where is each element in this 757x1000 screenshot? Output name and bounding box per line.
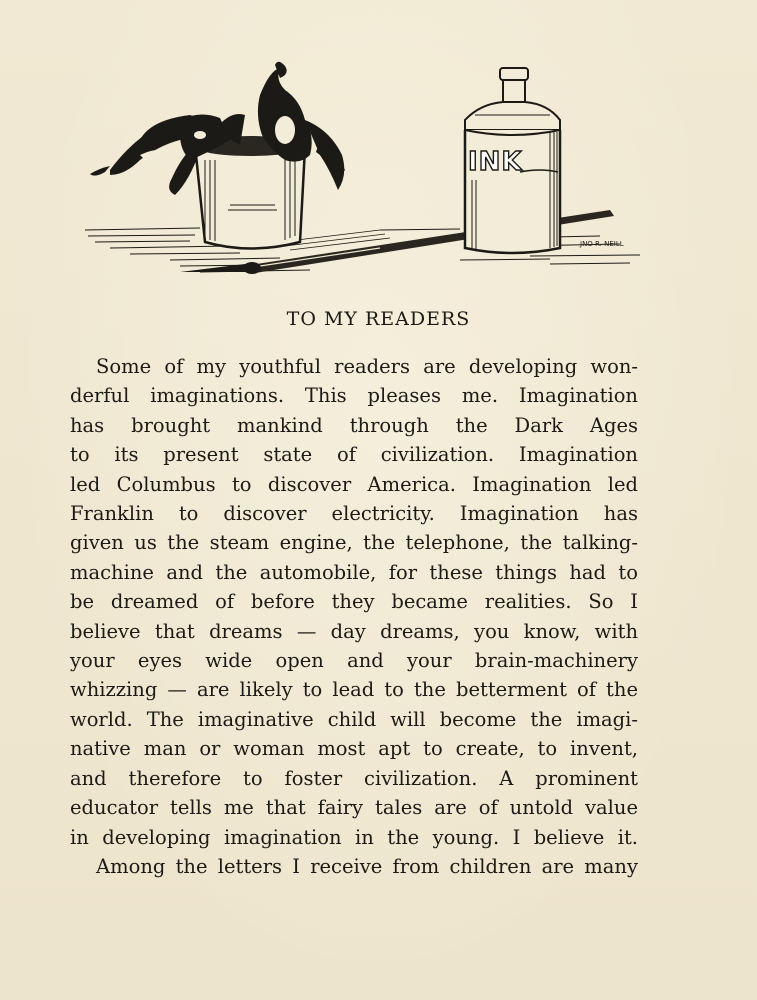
text-line: believe that dreams — day dreams, you know, with: [70, 619, 638, 643]
text-line: has brought mankind through the Dark Ages: [70, 413, 638, 437]
text-line: in developing imagination in the young. I believe it.: [70, 825, 638, 849]
text-line: whizzing — are likely to lead to the betterment of the: [70, 678, 638, 702]
text-line: Franklin to discover electricity. Imagination has: [70, 502, 638, 526]
text-line: led Columbus to discover America. Imagination led: [70, 472, 638, 496]
text-line: and therefore to foster civilization. A prominent: [70, 766, 638, 790]
text-line: machine and the automobile, for these things had to: [70, 560, 638, 584]
text-line: given us the steam engine, the telephone, the talking-: [70, 531, 638, 555]
text-line: educator tells me that fairy tales are of untold value: [70, 796, 638, 820]
text-line: be dreamed of before they became realities. So I: [70, 590, 638, 614]
ink-label: INK: [468, 147, 523, 177]
text-line: world. The imaginative child will become the imagi-: [70, 707, 638, 731]
ink-bottle-icon: [465, 68, 560, 253]
page-title: TO MY READERS: [286, 308, 471, 330]
hat-and-ink-illustration: [80, 60, 650, 290]
text-line: derful imaginations. This pleases me. Imagination: [70, 384, 638, 408]
text-line: native man or woman most apt to create, to invent,: [70, 737, 638, 761]
text-line: Among the letters I receive from children are many: [96, 854, 638, 878]
artist-signature: JNO R. NEILL: [580, 240, 624, 248]
text-line: your eyes wide open and your brain-machinery: [70, 649, 638, 673]
body-paragraph: [70, 352, 638, 881]
text-line: Some of my youthful readers are developing won-: [96, 355, 638, 378]
text-line: to its present state of civilization. Imagination: [70, 443, 638, 467]
